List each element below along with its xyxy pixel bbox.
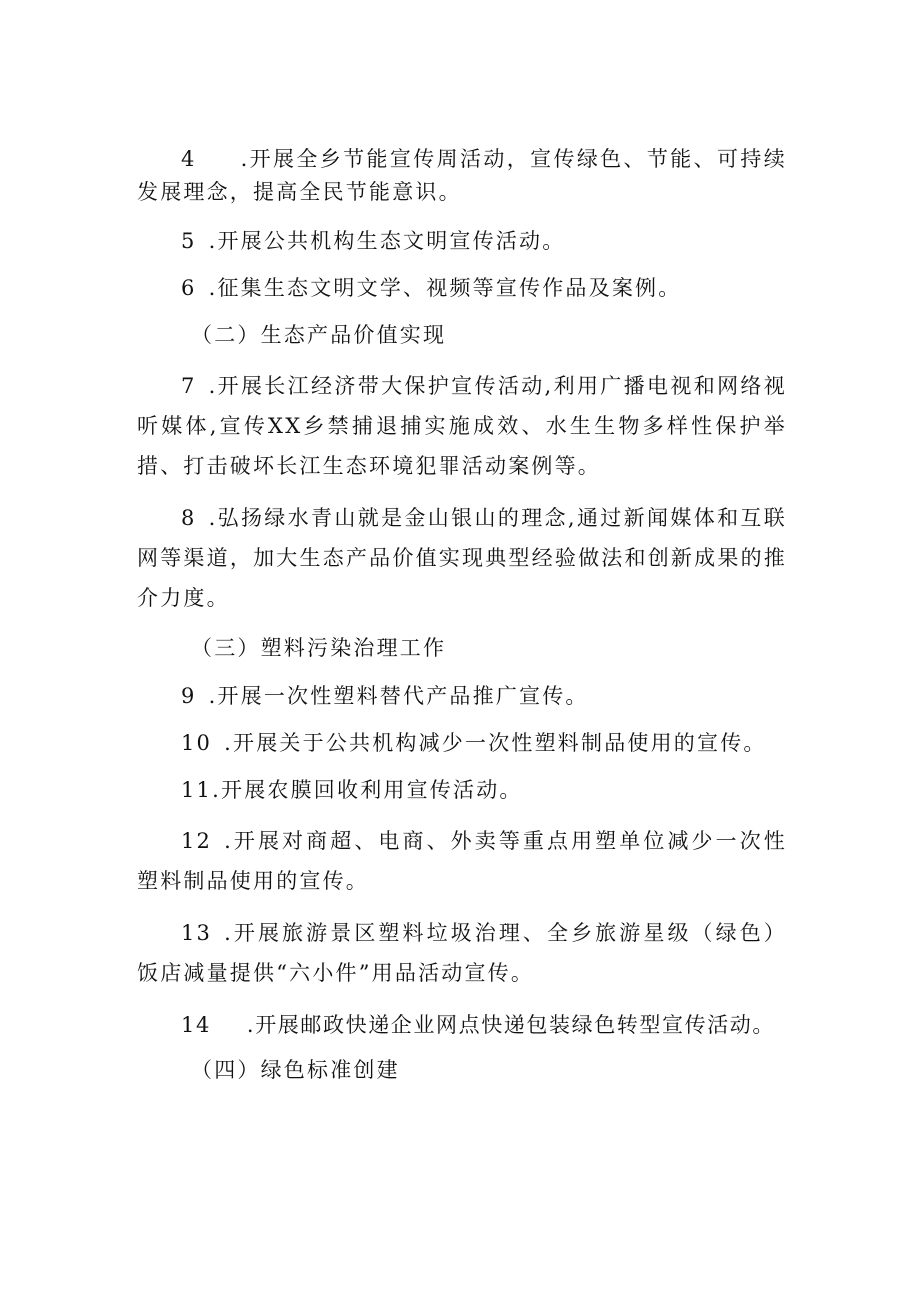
section-heading: （四）绿色标准创建 <box>191 1058 400 1082</box>
list-item-7 <box>137 366 787 486</box>
item-text: .开展对商超、电商、外卖等重点用塑单位减少一次性塑料制品使用的宣传。 <box>137 829 787 893</box>
item-text: .开展公共机构生态文明宣传活动。 <box>208 229 566 253</box>
item-number: 7 <box>181 374 197 398</box>
item-text: .开展旅游景区塑料垃圾治理、全乡旅游星级（绿色）饭店减量提供“六小件”用品活动宣传。 <box>137 921 787 985</box>
item-number: 13 <box>181 921 213 945</box>
item-number: 6 <box>181 276 197 300</box>
list-item-13 <box>137 913 787 993</box>
item-number: 4 <box>181 147 197 171</box>
item-number: 5 <box>181 229 197 253</box>
list-item-14 <box>137 1009 787 1042</box>
document-body <box>137 140 787 1087</box>
list-item-12 <box>137 821 787 901</box>
list-item-11 <box>137 774 787 807</box>
item-text: .开展关于公共机构减少一次性塑料制品使用的宣传。 <box>224 731 767 755</box>
item-text: .开展邮政快递企业网点快递包装绿色转型宣传活动。 <box>246 1013 775 1037</box>
item-text: .开展全乡节能宣传周活动，宣传绿色、节能、可持续发展理念，提高全民节能意识。 <box>137 147 787 204</box>
list-item-6 <box>137 272 787 305</box>
item-number: 11. <box>181 778 221 802</box>
list-item-5 <box>137 225 787 258</box>
section-heading: （三）塑料污染治理工作 <box>191 636 447 660</box>
item-text: .弘扬绿水青山就是金山银山的理念,通过新闻媒体和互联网等渠道，加大生态产品价值实现典型经验做法和创新成果的推介力度。 <box>137 506 787 610</box>
item-number: 12 <box>181 829 213 853</box>
section-heading: （二）生态产品价值实现 <box>191 323 447 347</box>
list-item-8 <box>137 498 787 618</box>
item-text: .开展一次性塑料替代产品推广宣传。 <box>208 684 589 708</box>
item-number: 8 <box>181 506 197 530</box>
item-number: 14 <box>181 1013 211 1037</box>
list-item-9 <box>137 680 787 713</box>
item-number: 9 <box>181 684 197 708</box>
item-text: .开展长江经济带大保护宣传活动,利用广播电视和网络视听媒体,宣传XX乡禁捕退捕实施成效、水生生物多样性保护举措、打击破坏长江生态环境犯罪活动案例等。 <box>137 374 787 478</box>
item-text: .征集生态文明文学、视频等宣传作品及案例。 <box>208 276 682 300</box>
list-item-4 <box>137 143 787 209</box>
item-number: 10 <box>181 731 213 755</box>
item-text: 开展农膜回收利用宣传活动。 <box>221 778 523 802</box>
list-item-10 <box>137 727 787 760</box>
